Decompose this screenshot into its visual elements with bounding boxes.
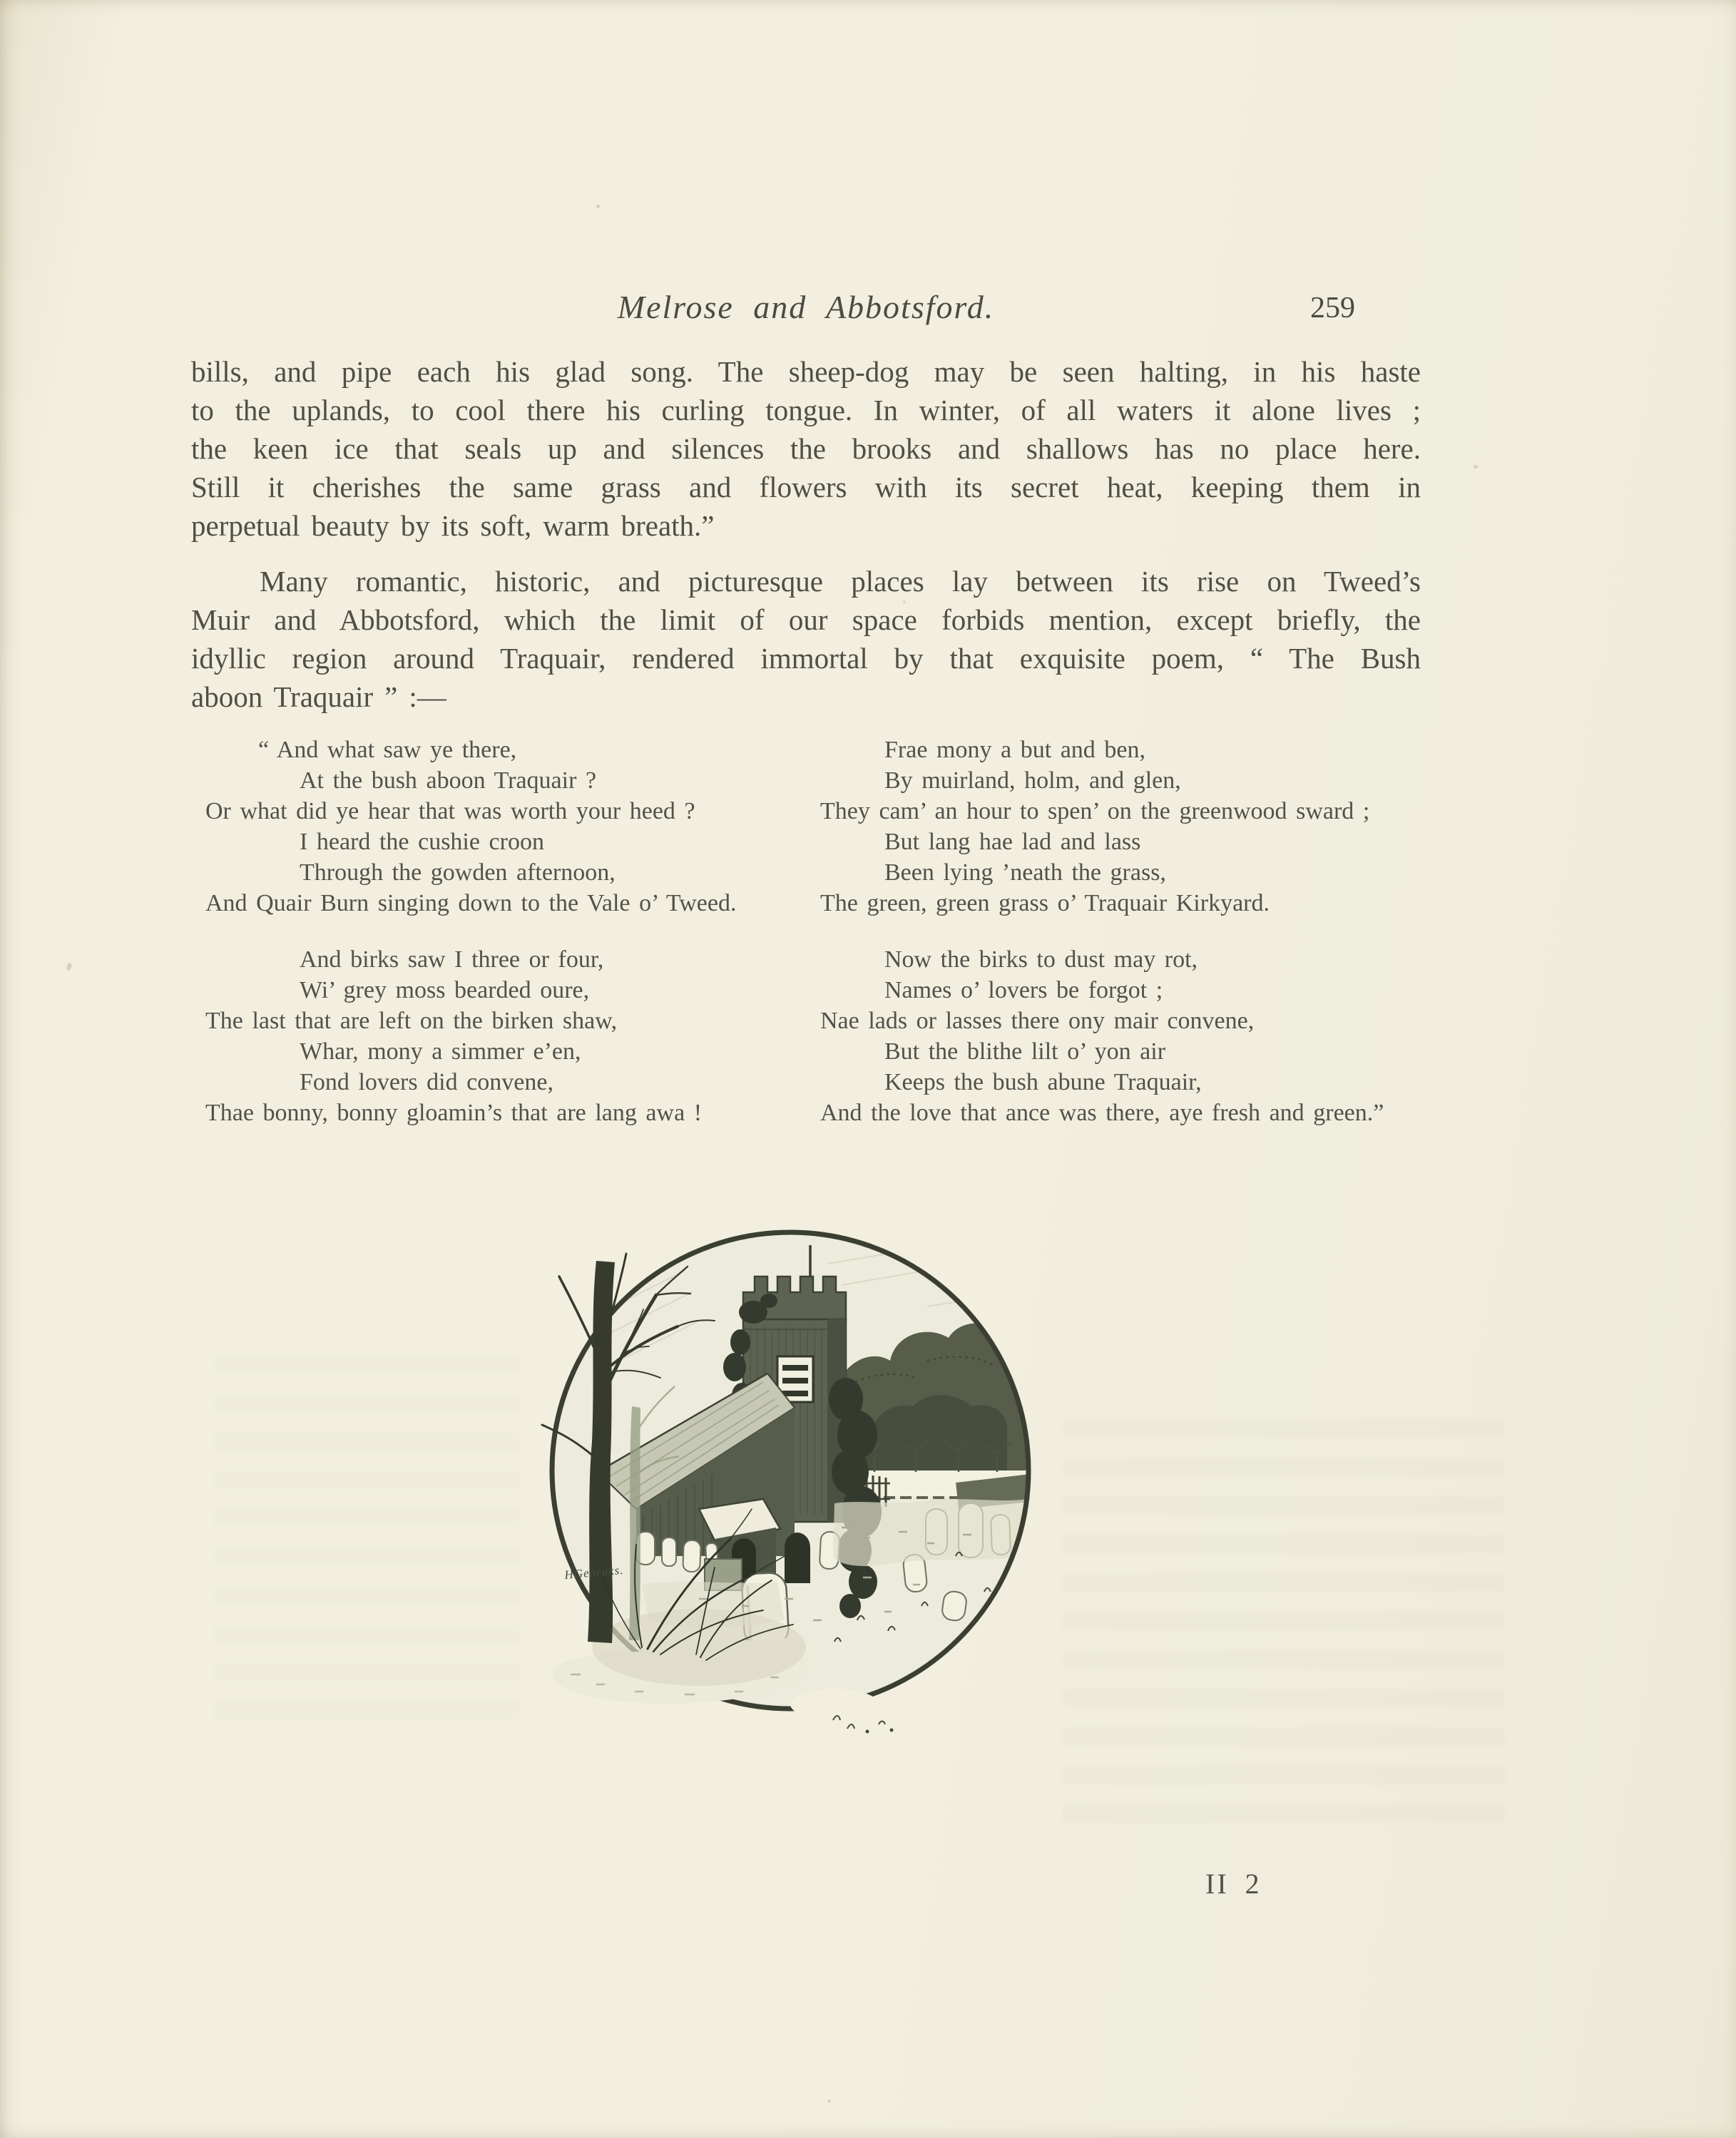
poem-line: And the love that ance was there, aye fresh and green.” <box>820 1100 1384 1126</box>
poem-line: “ And what saw ye there, <box>258 737 517 763</box>
paragraph-2 <box>191 562 1421 716</box>
text-line: Still it cherishes the same grass and flowers with its secret heat, keeping them in <box>191 471 1421 503</box>
page-speck <box>903 600 906 603</box>
poem-column-right <box>820 735 1448 1128</box>
text-line: Muir and Abbotsford, which the limit of our space forbids mention, except briefly, the <box>191 603 1421 636</box>
poem-line: Thae bonny, bonny gloamin’s that are lang awa ! <box>205 1100 703 1126</box>
text-line: idyllic region around Traquair, rendered immortal by that exquisite poem, “ The Bush <box>191 642 1421 675</box>
poem-stanza-1 <box>205 735 819 919</box>
printers-signature-mark: II 2 <box>1205 1868 1262 1900</box>
poem-line: Names o’ lovers be forgot ; <box>884 977 1163 1003</box>
poem-line: Keeps the bush abune Traquair, <box>884 1069 1202 1095</box>
poem-line: Now the birks to dust may rot, <box>884 946 1198 973</box>
text-line: bills, and pipe each his glad song. The sheep-dog may be seen halting, in his haste <box>191 355 1421 388</box>
ring-break <box>790 1689 879 1720</box>
poem-line: The last that are left on the birken shaw, <box>205 1008 618 1034</box>
poem-column-left <box>205 735 819 1128</box>
poem-line: Or what did ye hear that was worth your heed ? <box>205 798 695 824</box>
text-line: aboon Traquair ” :— <box>191 680 446 713</box>
poem-line: And birks saw I three or four, <box>300 946 604 973</box>
poem-line: And Quair Burn singing down to the Vale o’ Tweed. <box>205 890 737 916</box>
poem-line: The green, green grass o’ Traquair Kirkyard. <box>820 890 1270 916</box>
poem-line: Frae mony a but and ben, <box>884 737 1145 763</box>
church-doorway <box>785 1533 810 1583</box>
poem-line: But the blithe lilt o’ yon air <box>884 1038 1166 1065</box>
page-number: 259 <box>1310 292 1355 324</box>
poem-line: Whar, mony a simmer e’en, <box>300 1038 581 1065</box>
poem-line: At the bush aboon Traquair ? <box>300 767 597 794</box>
page-speck <box>1474 465 1478 469</box>
paragraph-1 <box>191 352 1421 545</box>
poem-stanza-2 <box>205 944 819 1128</box>
text-line: perpetual beauty by its soft, warm breath.” <box>191 509 715 542</box>
poem-line: By muirland, holm, and glen, <box>884 767 1181 794</box>
text-line: to the uplands, to cool there his curling tongue. In winter, of all waters it alone lives ; <box>191 394 1421 426</box>
kirkyard-engraving <box>528 1221 1048 1757</box>
artist-signature: HGeoraks. <box>563 1562 625 1582</box>
poem-line: But lang hae lad and lass <box>884 829 1141 855</box>
running-head-title: Melrose and Abbotsford. <box>617 289 995 325</box>
poem-line: Nae lads or lasses there ony mair convene, <box>820 1008 1255 1034</box>
text-line: Many romantic, historic, and picturesque places lay between its rise on Tweed’s <box>260 565 1421 598</box>
poem-stanza-4 <box>820 944 1448 1128</box>
page-speck <box>66 962 72 971</box>
poem-line: Been lying ’neath the grass, <box>884 859 1166 886</box>
page-speck <box>827 2099 831 2103</box>
poem-stanza-3 <box>820 735 1448 919</box>
poem-line: They cam’ an hour to spen’ on the greenwood sward ; <box>820 798 1370 824</box>
text-line: the keen ice that seals up and silences the brooks and shallows has no place here. <box>191 432 1421 465</box>
page-speck <box>596 205 600 208</box>
poem-line: Wi’ grey moss bearded oure, <box>300 977 590 1003</box>
poem-line: I heard the cushie croon <box>300 829 544 855</box>
poem-line: Fond lovers did convene, <box>300 1069 553 1095</box>
page-bleedthrough <box>1063 1419 1505 1833</box>
poem-line: Through the gowden afternoon, <box>300 859 616 886</box>
page-bleedthrough <box>214 1355 521 1740</box>
